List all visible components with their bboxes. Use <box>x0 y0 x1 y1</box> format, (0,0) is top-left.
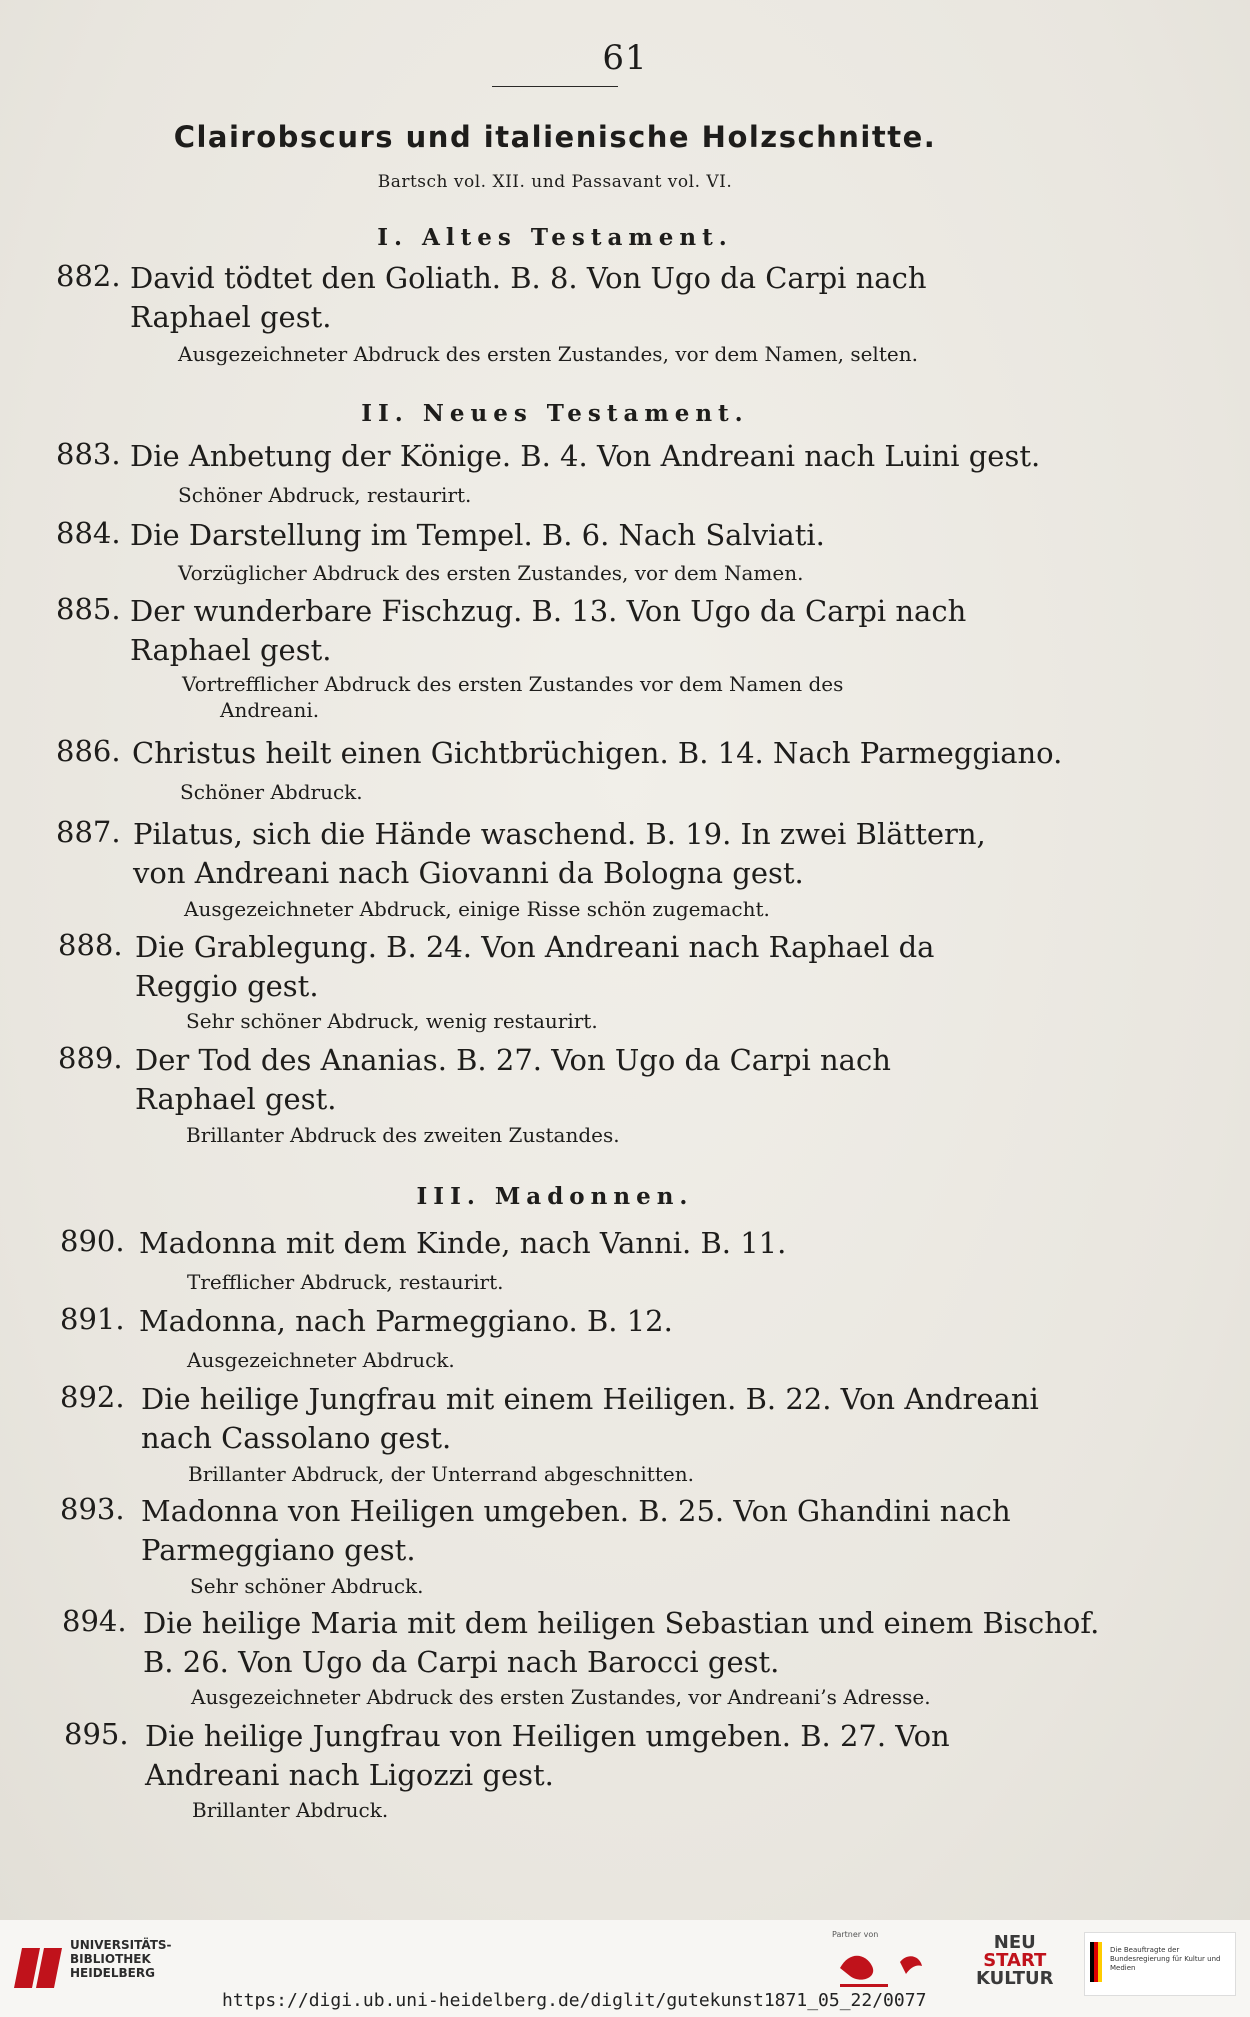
entry-note: Trefflicher Abdruck, restaurirt. <box>187 1270 504 1294</box>
entry-note: Ausgezeichneter Abdruck. <box>187 1348 455 1372</box>
entry-text: Madonna von Heiligen umgeben. B. 25. Von Ghandini nach Parmeggiano gest. <box>141 1494 1011 1567</box>
entry-number: 894. <box>62 1604 127 1638</box>
entry-note: Vorzüglicher Abdruck des ersten Zustandes, vor dem Namen. <box>178 561 804 585</box>
entry-text: Die Anbetung der Könige. B. 4. Von Andreani nach Luini gest. <box>130 439 1041 473</box>
entry-number: 893. <box>60 1492 125 1526</box>
entry-number: 882. <box>56 259 121 293</box>
entry-number: 895. <box>64 1717 129 1751</box>
entry-note: Sehr schöner Abdruck. <box>190 1574 424 1598</box>
page-title: Clairobscurs und italienische Holzschnitte. <box>173 120 937 154</box>
entry-text: Die Darstellung im Tempel. B. 6. Nach Salviati. <box>130 518 825 552</box>
entry-text: Die Grablegung. B. 24. Von Andreani nach Raphael da Reggio gest. <box>135 930 935 1003</box>
entry-text: Die heilige Jungfrau mit einem Heiligen. B. 22. Von Andreani nach Cassolano gest. <box>141 1382 1039 1455</box>
entry-text: Der wunderbare Fischzug. B. 13. Von Ugo da Carpi nach Raphael gest. <box>130 594 967 667</box>
entry-number: 884. <box>56 516 121 550</box>
entry-text: Die heilige Jungfrau von Heiligen umgeben. B. 27. Von Andreani nach Ligozzi gest. <box>145 1719 950 1792</box>
entry-note: Brillanter Abdruck des zweiten Zustandes. <box>186 1123 620 1147</box>
entry-text: Pilatus, sich die Hände waschend. B. 19. In zwei Blättern, von Andreani nach Giovanni da Bologna gest. <box>133 817 986 890</box>
bkm-text: Die Beauftragte der Bundesregierung für Kultur und Medien <box>1110 1946 1221 1972</box>
permalink-url[interactable]: https://digi.ub.uni-heidelberg.de/diglit/gutekunst1871_05_22/0077 <box>222 1990 927 2011</box>
entry-note: Ausgezeichneter Abdruck des ersten Zustandes, vor Andreani’s Adresse. <box>191 1685 931 1709</box>
entry-number: 890. <box>60 1224 125 1258</box>
partner-label: Partner von <box>832 1930 879 1939</box>
section-heading-altes-testament: I. Altes Testament. <box>377 224 733 251</box>
entry-text: Die heilige Maria mit dem heiligen Sebastian und einem Bischof. B. 26. Von Ugo da Carpi nach Barocci gest. <box>143 1606 1100 1679</box>
section-heading-neues-testament: II. Neues Testament. <box>361 400 749 427</box>
entry-note: Ausgezeichneter Abdruck, einige Risse schön zugemacht. <box>184 897 770 921</box>
entry-number: 892. <box>60 1380 125 1414</box>
entry-text: Der Tod des Ananias. B. 27. Von Ugo da Carpi nach Raphael gest. <box>135 1043 891 1116</box>
entry-number: 883. <box>56 437 121 471</box>
entry-number: 889. <box>58 1041 123 1075</box>
entry-note: Schöner Abdruck. <box>180 780 363 804</box>
entry-note: Vortrefflicher Abdruck des ersten Zustandes vor dem Namen des Andreani. <box>182 672 844 722</box>
entry-number: 887. <box>56 815 121 849</box>
entry-number: 886. <box>56 734 121 768</box>
page-subtitle: Bartsch vol. XII. und Passavant vol. VI. <box>377 172 733 192</box>
neustart-kultur-logo[interactable]: NEU START KULTUR <box>976 1932 1054 1989</box>
entry-number: 888. <box>58 928 123 962</box>
entry-number: 885. <box>56 592 121 626</box>
section-heading-madonnen: III. Madonnen. <box>416 1183 694 1210</box>
entry-number: 891. <box>60 1302 125 1336</box>
entry-note: Schöner Abdruck, restaurirt. <box>178 483 472 507</box>
entry-note: Brillanter Abdruck. <box>192 1798 389 1822</box>
entry-note: Ausgezeichneter Abdruck des ersten Zustandes, vor dem Namen, selten. <box>178 342 918 366</box>
page-number: 61 <box>602 38 648 78</box>
entry-text: Madonna, nach Parmeggiano. B. 12. <box>139 1304 673 1338</box>
entry-text: Christus heilt einen Gichtbrüchigen. B. 14. Nach Parmeggiano. <box>132 736 1063 770</box>
partner-logo[interactable] <box>836 1944 946 1992</box>
university-name: UNIVERSITÄTS- BIBLIOTHEK HEIDELBERG <box>70 1938 172 1980</box>
federal-eagle-icon <box>1090 1942 1106 1982</box>
page-number-rule <box>492 86 618 87</box>
entry-text: Madonna mit dem Kinde, nach Vanni. B. 11. <box>139 1226 787 1260</box>
entry-note: Sehr schöner Abdruck, wenig restaurirt. <box>186 1009 598 1033</box>
entry-text: David tödtet den Goliath. B. 8. Von Ugo da Carpi nach Raphael gest. <box>130 261 927 334</box>
entry-note: Brillanter Abdruck, der Unterrand abgeschnitten. <box>188 1462 694 1486</box>
